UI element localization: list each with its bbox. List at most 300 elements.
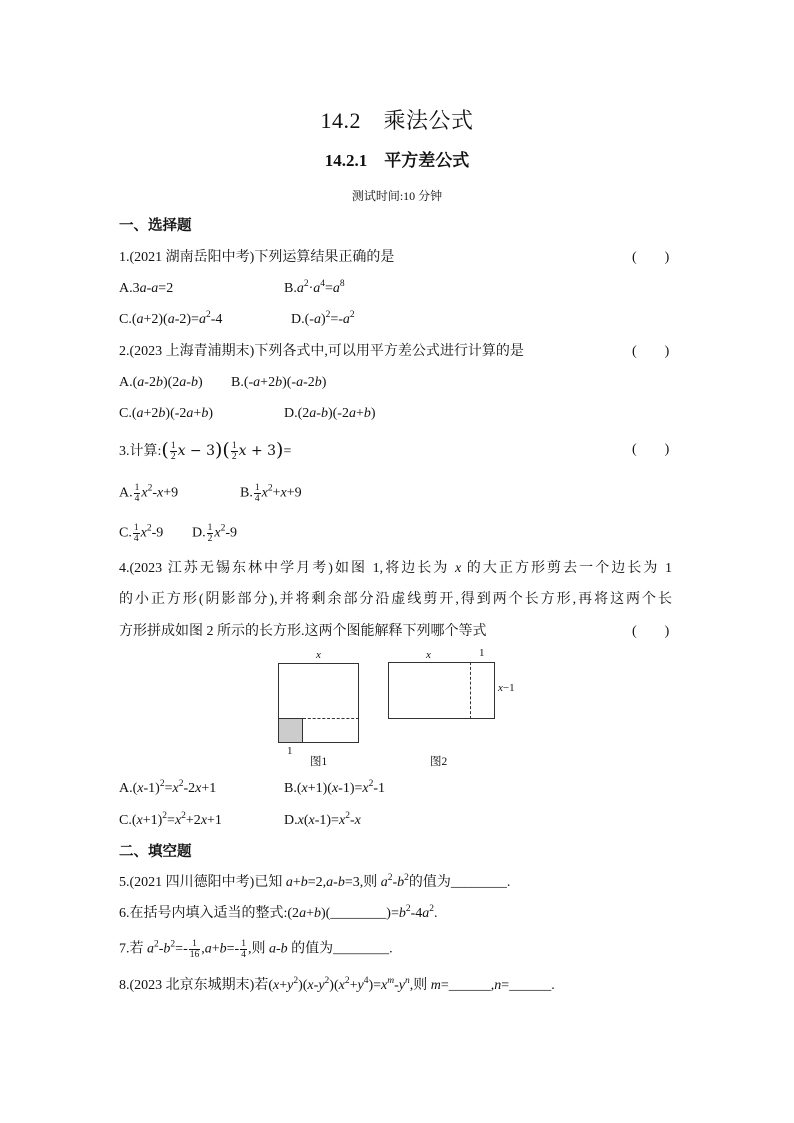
text-run: ________: [330, 906, 387, 921]
math-variable: a: [151, 281, 159, 296]
math-variable: x: [136, 813, 143, 828]
fraction-denominator: 2: [207, 534, 213, 544]
math-variable: y: [357, 978, 364, 993]
math-variable: x: [297, 813, 304, 828]
text-run: D.: [192, 525, 206, 541]
math-variable: b: [190, 375, 198, 390]
text-run: D.: [284, 813, 298, 828]
text-run: )(-2: [165, 406, 187, 421]
line-part-left: [119, 873, 510, 893]
text-run: B.(-: [231, 375, 254, 390]
text-run: +2: [143, 406, 159, 421]
section-heading-fill: 二、填空题: [119, 844, 192, 860]
math-parenthesis: ): [276, 439, 284, 461]
text-run: -2: [144, 375, 156, 390]
math-variable: a: [422, 906, 430, 921]
superscript: 2: [147, 483, 153, 494]
text-run: =2,: [307, 875, 327, 890]
superscript-variable: n: [405, 976, 410, 986]
text-run: -1): [143, 781, 160, 796]
math-variable: n: [494, 978, 502, 993]
text-run: +: [292, 875, 301, 890]
math-variable: x: [200, 813, 208, 828]
math-variable: x: [214, 525, 221, 541]
math-variable: a: [332, 281, 340, 296]
text-run: ,则: [247, 941, 269, 957]
text-run: =: [164, 781, 173, 796]
fraction: [240, 939, 247, 960]
superscript: 2: [146, 523, 152, 534]
math-variable: x: [195, 781, 202, 796]
fraction: [254, 483, 261, 504]
question-3-options-a-b: [0, 483, 794, 503]
text-run: )(: [329, 978, 339, 993]
text-run: +2: [185, 813, 201, 828]
text-run: =: [501, 978, 510, 993]
superscript: 2: [404, 873, 409, 883]
figure-1-dashed-line: [303, 718, 359, 719]
fraction: [170, 441, 177, 462]
text-run: ·: [308, 281, 314, 296]
question-6: [0, 904, 794, 924]
math-variable: a: [167, 312, 175, 327]
math-variable: a: [380, 875, 388, 890]
question-1-options-c-d: [0, 310, 794, 330]
math-variable: a: [285, 875, 293, 890]
text-run: )=: [368, 978, 382, 993]
fraction-numerator: 1: [133, 523, 139, 533]
question-2-stem: [0, 342, 794, 362]
page-subtitle: 14.2.1 平方差公式: [324, 151, 470, 170]
superscript: 2: [162, 811, 168, 821]
text-run: =: [283, 444, 292, 459]
superscript: 2: [349, 310, 355, 320]
figure-1-corner-label: 1: [287, 745, 293, 757]
text-run: =-: [175, 941, 188, 957]
math-variable: x: [172, 781, 179, 796]
superscript: 2: [181, 811, 186, 821]
math-variable: y: [318, 978, 325, 993]
math-parenthesis: (: [161, 439, 169, 461]
line-part-left: [119, 342, 524, 362]
math-variable: m: [430, 978, 441, 993]
text-run: )(2: [162, 375, 180, 390]
math-variable: a: [198, 312, 206, 327]
math-variable: x: [177, 443, 186, 459]
line-part-left: [119, 248, 394, 268]
math-variable: x: [307, 978, 314, 993]
math-variable: b: [280, 941, 288, 957]
fraction-numerator: 1: [254, 483, 260, 493]
fraction-denominator: 2: [170, 452, 176, 463]
superscript: 2: [170, 939, 176, 950]
superscript: 2: [325, 310, 331, 320]
math-variable: b: [219, 941, 227, 957]
math-variable: a: [137, 375, 145, 390]
text-run: +: [349, 978, 358, 993]
math-variable: b: [363, 406, 371, 421]
math-variable: a: [136, 312, 144, 327]
answer-bracket: ( ): [632, 624, 670, 639]
math-variable: a: [296, 375, 304, 390]
text-run: ,: [490, 978, 495, 993]
superscript: 2: [267, 483, 273, 494]
question-4-options-c-d: [0, 811, 794, 831]
text-run: ): [320, 312, 326, 327]
figure-2-top-label: x: [426, 649, 431, 661]
text-run: .: [389, 941, 393, 957]
text-run: =3,则: [344, 875, 381, 890]
math-variable: a: [299, 906, 307, 921]
text-run: 8.(2023 北京东城期末)若(: [119, 978, 273, 993]
math-variable: x: [140, 525, 147, 541]
text-run: -: [275, 941, 281, 957]
text-run: +: [306, 906, 314, 921]
section-heading-choice: 一、选择题: [119, 218, 192, 234]
fraction-denominator: 16: [189, 950, 200, 960]
question-4-stem-line-2: [0, 590, 794, 610]
text-run: ________: [333, 941, 390, 957]
text-run: 4.(2023 江苏无锡东林中学月考)如图 1,将边长为: [119, 561, 455, 576]
text-run: +2: [260, 375, 276, 390]
text-run: -: [316, 406, 321, 421]
math-variable: a: [268, 941, 276, 957]
text-run: 的值为: [287, 941, 334, 957]
text-run: ,: [201, 941, 205, 957]
superscript: 2: [303, 279, 309, 289]
line-part-left: [119, 939, 393, 960]
text-run: D.(2: [284, 406, 310, 421]
text-run: =: [440, 978, 449, 993]
line-part-right: [192, 523, 237, 544]
question-8: [0, 976, 794, 996]
text-run: C.(: [119, 312, 137, 327]
answer-bracket: ( ): [632, 250, 670, 265]
text-run: -: [186, 375, 191, 390]
math-variable: a: [309, 406, 317, 421]
math-variable: y: [398, 978, 405, 993]
math-variable: x: [238, 443, 247, 459]
text-run: -2: [183, 781, 196, 796]
line-part-left: [119, 523, 163, 544]
math-variable: x: [308, 813, 315, 828]
text-run: )(-2: [327, 406, 349, 421]
superscript: 2: [345, 811, 350, 821]
text-run: -9: [151, 525, 164, 541]
line-part-left: [119, 779, 216, 799]
text-run: 3.计算:: [119, 444, 162, 459]
question-1-stem: [0, 248, 794, 268]
superscript: 4: [320, 279, 326, 289]
text-run: +: [211, 941, 220, 957]
fraction-numerator: 1: [170, 441, 176, 452]
line-part-left: [119, 404, 213, 424]
text-run: ________: [450, 875, 507, 890]
text-run: ): [208, 406, 213, 421]
text-run: +: [193, 406, 202, 421]
text-run: ): [197, 375, 203, 390]
fraction-denominator: 4: [254, 494, 260, 504]
text-run: -: [333, 875, 338, 890]
math-variable: x: [301, 781, 308, 796]
figure-1-top-label: x: [316, 649, 321, 661]
text-run: -: [394, 978, 399, 993]
text-run: +1: [201, 781, 217, 796]
fraction-numerator: 1: [207, 523, 213, 533]
text-run: .: [506, 875, 511, 890]
text-run: .: [434, 906, 438, 921]
superscript: 2: [220, 523, 226, 534]
text-run: (: [303, 813, 309, 828]
text-run: -4: [410, 906, 423, 921]
superscript: 2: [159, 779, 165, 789]
math-text: + 3: [246, 443, 277, 459]
math-variable: a: [139, 281, 147, 296]
math-variable: x: [273, 978, 280, 993]
fraction-denominator: 4: [133, 534, 139, 544]
fraction-denominator: 2: [231, 452, 237, 463]
question-5: [0, 873, 794, 893]
math-variable: x: [174, 813, 182, 828]
question-3-stem: [0, 439, 794, 463]
question-4-stem-line-1: [0, 559, 794, 579]
line-part-left: [119, 622, 487, 642]
line-part-left: [119, 811, 222, 831]
figure-1-caption: 图1: [310, 756, 328, 768]
text-run: -2: [303, 375, 315, 390]
fraction-numerator: 1: [134, 483, 140, 493]
text-run: ): [370, 406, 376, 421]
question-4-options-a-b: [0, 779, 794, 799]
math-variable: b: [201, 406, 209, 421]
question-2-options-a-b: [0, 373, 794, 393]
figure-2-side-label-rest: −1: [502, 682, 515, 694]
line-part-right: [284, 779, 385, 799]
text-run: A.3: [119, 281, 140, 296]
question-2-options-c-d: [0, 404, 794, 424]
superscript: 2: [205, 310, 211, 320]
math-variable: a: [136, 406, 144, 421]
superscript: 2: [154, 939, 159, 950]
math-variable: b: [313, 906, 321, 921]
superscript: 4: [363, 976, 369, 986]
math-variable: x: [354, 813, 361, 828]
figure-2-side-label: [498, 682, 515, 694]
text-run: 2.(2023 上海青浦期末)下列各式中,可以用平方差公式进行计算的是: [119, 344, 524, 359]
text-run: ,则: [409, 978, 431, 993]
text-run: +9: [286, 485, 302, 501]
text-run: -: [152, 485, 158, 501]
line-part-right: [284, 811, 361, 831]
text-run: ______: [509, 978, 552, 993]
figure-1-shaded-small-square: [278, 718, 303, 743]
superscript: 2: [324, 976, 330, 986]
math-variable: b: [158, 406, 166, 421]
math-variable: a: [147, 941, 154, 957]
fraction-numerator: 1: [189, 939, 201, 950]
text-run: -2)=: [174, 312, 199, 327]
text-run: B.: [240, 485, 253, 501]
text-run: -1)=: [314, 813, 339, 828]
math-variable: x: [261, 485, 268, 501]
text-run: )(-: [282, 375, 297, 390]
text-run: -9: [225, 525, 238, 541]
text-run: 5.(2021 四川德阳中考)已知: [119, 875, 286, 890]
line-part-right: [291, 310, 355, 330]
math-variable: a: [348, 406, 356, 421]
math-variable: x: [455, 561, 462, 576]
math-variable: x: [338, 813, 346, 828]
text-run: +1: [207, 813, 222, 828]
line-part-right: [284, 404, 376, 424]
text-run: C.: [119, 525, 132, 541]
line-part-right: [231, 373, 326, 393]
text-run: -1)=: [338, 781, 363, 796]
math-text: − 3: [185, 443, 216, 459]
math-variable: a: [179, 375, 187, 390]
math-variable: x: [280, 485, 287, 501]
superscript: 2: [178, 779, 184, 789]
math-variable: b: [163, 941, 171, 957]
math-variable: a: [313, 312, 321, 327]
math-parenthesis: )(: [215, 439, 230, 461]
line-part-left: [119, 440, 291, 462]
text-run: +2)(: [143, 312, 168, 327]
math-variable: a: [204, 941, 212, 957]
fraction-numerator: 1: [241, 939, 246, 949]
text-run: +1)(: [307, 781, 332, 796]
text-run: +: [272, 485, 281, 501]
text-run: -: [313, 978, 319, 993]
math-variable: x: [362, 781, 369, 796]
text-run: B.(: [284, 781, 302, 796]
math-variable: a: [253, 375, 261, 390]
test-time-note: 测试时间:10 分钟: [351, 189, 443, 203]
math-variable: b: [397, 875, 405, 890]
line-part-left: [119, 310, 222, 330]
text-run: 1.(2021 湖南岳阳中考)下列运算结果正确的是: [119, 250, 395, 265]
text-run: -: [158, 941, 164, 957]
superscript: 2: [368, 779, 374, 789]
text-run: +: [355, 406, 364, 421]
text-run: C.(: [119, 813, 137, 828]
text-run: 的值为: [408, 875, 451, 890]
text-run: -4: [210, 312, 223, 327]
superscript: 2: [293, 976, 299, 986]
text-run: C.(: [119, 406, 137, 421]
text-run: -1: [373, 781, 386, 796]
fraction: [133, 523, 140, 544]
text-run: A.: [119, 485, 133, 501]
text-run: ______: [448, 978, 491, 993]
math-variable: b: [337, 875, 345, 890]
line-part-right: [240, 483, 302, 504]
text-run: A.(: [119, 781, 138, 796]
question-4-stem-line-3: [0, 622, 794, 642]
text-run: +9: [163, 485, 179, 501]
figure-2-top-right-label: 1: [479, 647, 485, 659]
math-variable: x: [338, 978, 345, 993]
math-variable: a: [296, 281, 304, 296]
superscript-variable: m: [387, 976, 395, 986]
math-variable: b: [320, 406, 328, 421]
math-variable: b: [314, 375, 322, 390]
superscript: 2: [344, 976, 350, 986]
text-run: .: [551, 978, 555, 993]
superscript: 8: [339, 279, 345, 289]
fraction-numerator: 1: [231, 441, 237, 452]
question-1-options-a-b: [0, 279, 794, 299]
text-run: 的小正方形(阴影部分),并将剩余部分沿虚线剪开,得到两个长方形,再将这两个长: [119, 592, 672, 607]
math-variable: a: [326, 875, 334, 890]
math-variable: x: [331, 781, 339, 796]
math-variable: y: [287, 978, 294, 993]
math-variable: x: [157, 485, 164, 501]
math-variable: b: [275, 375, 283, 390]
text-run: =2: [158, 281, 174, 296]
answer-bracket: ( ): [632, 442, 670, 457]
text-run: D.(-: [291, 312, 314, 327]
math-variable: b: [300, 875, 308, 890]
superscript: 2: [405, 904, 411, 914]
text-run: A.(: [119, 375, 138, 390]
text-run: 6.在括号内填入适当的整式:(2: [119, 906, 300, 921]
text-run: -: [349, 813, 355, 828]
math-variable: b: [398, 906, 406, 921]
line-part-left: [119, 559, 672, 579]
math-variable: b: [155, 375, 163, 390]
fraction-denominator: 4: [241, 950, 246, 960]
line-part-left: [119, 373, 203, 393]
fraction: [207, 523, 214, 544]
line-part-left: [119, 590, 672, 610]
text-run: )(: [298, 978, 308, 993]
text-run: -: [392, 875, 398, 890]
text-run: ): [321, 375, 327, 390]
superscript: 2: [429, 904, 435, 914]
text-run: 的大正方形剪去一个边长为 1: [461, 561, 672, 576]
math-variable: a: [186, 406, 194, 421]
fraction-denominator: 4: [134, 494, 140, 504]
math-variable: x: [137, 781, 144, 796]
figure-2-caption: 图2: [430, 756, 448, 768]
math-variable: x: [381, 978, 388, 993]
text-run: +1): [142, 813, 163, 828]
figure-2-side-label-variable: x: [498, 682, 503, 694]
line-part-right: [284, 279, 345, 299]
figure-2-dashed-line: [470, 662, 471, 719]
text-run: =-: [226, 941, 240, 957]
line-part-left: [119, 976, 555, 996]
answer-bracket: ( ): [632, 344, 670, 359]
fraction: [189, 939, 201, 960]
text-run: B.: [284, 281, 297, 296]
text-run: =-: [330, 312, 343, 327]
text-run: +: [279, 978, 288, 993]
page-title: 14.2 乘法公式: [320, 108, 474, 133]
math-variable: x: [141, 485, 148, 501]
figure-2-rectangle: [388, 662, 495, 719]
question-7: [0, 939, 794, 959]
text-run: )(: [320, 906, 331, 921]
line-part-left: [119, 279, 173, 299]
line-part-left: [119, 483, 178, 504]
math-variable: a: [313, 281, 321, 296]
text-run: 方形拼成如图 2 所示的长方形.这两个图能解释下列哪个等式: [119, 624, 487, 639]
text-run: )=: [386, 906, 399, 921]
math-variable: a: [342, 312, 350, 327]
fraction: [231, 441, 238, 462]
